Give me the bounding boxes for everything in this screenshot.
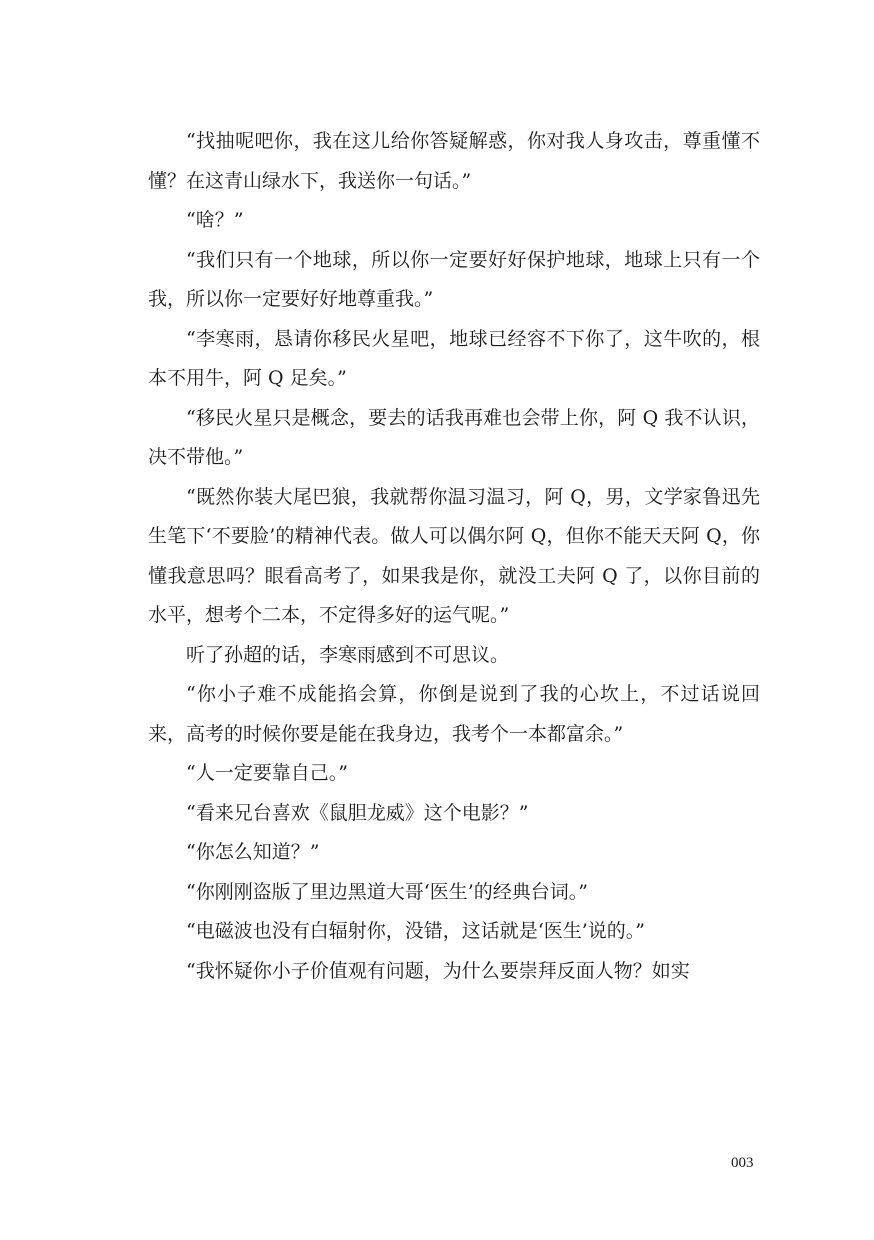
page-number: 003: [731, 1155, 754, 1171]
paragraph: “电磁波也没有白辐射你，没错，这话就是‘医生’说的。”: [186, 920, 646, 942]
paragraph: “看来兄台喜欢《鼠胆龙威》这个电影？”: [186, 801, 529, 824]
paragraph: “找抽呢吧你，我在这儿给你答疑解惑，你对我人身攻击，尊重懂不懂？在这青山绿水下，我送你一句话。”: [148, 130, 760, 192]
paragraph: “既然你装大尾巴狼，我就帮你温习温习，阿 Q，男，文学家鲁迅先生笔下‘不要脸’的精神代表。做人可以偶尔阿 Q，但你不能天天阿 Q，你懂我意思吗？眼看高考了，如果我是你，就没工夫阿 Q 了，以你目前的水平，想考个二本，不定得多好的运气呢。”: [148, 485, 760, 626]
paragraph: “移民火星只是概念，要去的话我再难也会带上你，阿 Q 我不认识，决不带他。”: [148, 406, 760, 468]
paragraph: “啥？”: [186, 209, 244, 231]
paragraph: “我怀疑你小子价值观有问题，为什么要崇拜反面人物？如实: [186, 959, 690, 982]
paragraph: “李寒雨，恳请你移民火星吧，地球已经容不下你了，这牛吹的，根本不用牛，阿 Q 足矣。”: [148, 327, 760, 389]
paragraph: “人一定要靠自己。”: [186, 762, 348, 784]
paragraph: “我们只有一个地球，所以你一定要好好保护地球，地球上只有一个我，所以你一定要好好地尊重我。”: [148, 248, 760, 310]
paragraph: “你刚刚盗版了里边黑道大哥‘医生’的经典台词。”: [186, 880, 589, 903]
body-text: [148, 122, 760, 991]
paragraph: “你怎么知道？”: [186, 841, 320, 863]
paragraph: 听了孙超的话，李寒雨感到不可思议。: [186, 643, 510, 666]
paragraph: “你小子难不成能掐会算，你倒是说到了我的心坎上，不过话说回来，高考的时候你要是能在我身边，我考个一本都富余。”: [148, 683, 760, 745]
